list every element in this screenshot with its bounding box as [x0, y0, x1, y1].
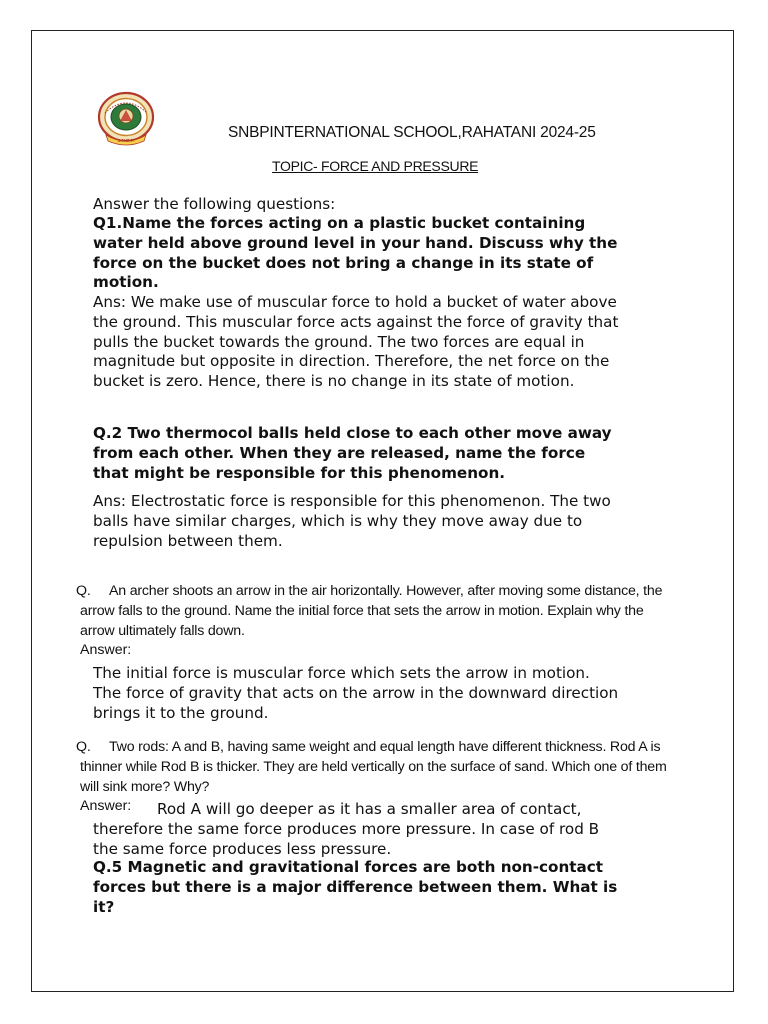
- answer-2-line: Ans: Electrostatic force is responsible for this phenomenon. The two: [93, 492, 611, 510]
- question-3: [76, 582, 756, 641]
- answer-4-line: the same force produces less pressure.: [93, 839, 392, 858]
- instruction-text: Answer the following questions:: [93, 195, 336, 213]
- question-3-line: arrow falls to the ground. Name the initial force that sets the arrow in motion. Explain why the: [80, 602, 644, 619]
- question-1: [93, 214, 713, 293]
- school-logo: [96, 91, 156, 147]
- answer-2: [93, 492, 713, 551]
- question-5: [93, 858, 713, 917]
- school-place-year: RAHATANI 2024-25: [461, 124, 596, 141]
- answer-2-line: balls have similar charges, which is why they move away due to: [93, 511, 583, 530]
- question-2-line: that might be responsible for this phenomenon.: [93, 463, 506, 482]
- answer-1-line: the ground. This muscular force acts against the force of gravity that: [93, 312, 619, 331]
- question-2-line: from each other. When they are released, name the force: [93, 443, 586, 462]
- answer-1: [93, 293, 713, 392]
- question-2-line: Q.2 Two thermocol balls held close to each other move away: [93, 424, 612, 442]
- answer-1-line: bucket is zero. Hence, there is no change in its state of motion.: [93, 372, 575, 391]
- question-5-line: forces but there is a major difference between them. What is: [93, 877, 618, 896]
- question-1-line: force on the bucket does not bring a change in its state of: [93, 253, 594, 272]
- question-1-line: motion.: [93, 273, 159, 292]
- question-4: [76, 738, 756, 797]
- question-4-line: thinner while Rod B is thicker. They are held vertically on the surface of sand. Which one of them: [80, 758, 667, 775]
- answer-1-line: pulls the bucket towards the ground. The two forces are equal in: [93, 332, 585, 351]
- answer-3-line: The force of gravity that acts on the arrow in the downward direction: [93, 683, 619, 702]
- question-2: [93, 424, 713, 483]
- question-5-line: Q.5 Magnetic and gravitational forces are both non-contact: [93, 858, 604, 876]
- question-5-line: it?: [93, 897, 115, 916]
- answer-3-line: The initial force is muscular force which sets the arrow in motion.: [93, 664, 590, 682]
- school-name: SNBPINTERNATIONAL SCHOOL,: [228, 124, 462, 141]
- answer-3-line: brings it to the ground.: [93, 703, 269, 722]
- question-1-line: Q1.Name the forces acting on a plastic bucket containing: [93, 214, 586, 232]
- question-4-line: Two rods: A and B, having same weight and equal length have different thickness. Rod A is: [109, 739, 661, 755]
- svg-text:S.N.B.P.: S.N.B.P.: [117, 138, 135, 143]
- question-4-number: Q.: [76, 739, 91, 755]
- question-1-line: water held above ground level in your hand. Discuss why the: [93, 233, 618, 252]
- answer-3: [93, 664, 713, 723]
- question-3-line: An archer shoots an arrow in the air horizontally. However, after moving some distance, the: [109, 583, 663, 599]
- answer-4-line: Rod A will go deeper as it has a smaller area of contact,: [157, 800, 582, 818]
- answer-4: [93, 800, 713, 859]
- school-title: [228, 124, 596, 142]
- question-3-number: Q.: [76, 583, 91, 599]
- answer-4-label: Answer:: [80, 798, 132, 814]
- answer-1-line: Ans: We make use of muscular force to hold a bucket of water above: [93, 293, 617, 311]
- answer-3-label: Answer:: [80, 642, 132, 658]
- answer-4-line: therefore the same force produces more pressure. In case of rod B: [93, 819, 600, 838]
- answer-1-line: magnitude but opposite in direction. Therefore, the net force on the: [93, 352, 610, 371]
- question-3-line: arrow ultimately falls down.: [80, 622, 245, 639]
- topic-heading: TOPIC- FORCE AND PRESSURE: [272, 158, 479, 174]
- question-4-line: will sink more? Why?: [80, 778, 210, 795]
- answer-2-line: repulsion between them.: [93, 531, 283, 550]
